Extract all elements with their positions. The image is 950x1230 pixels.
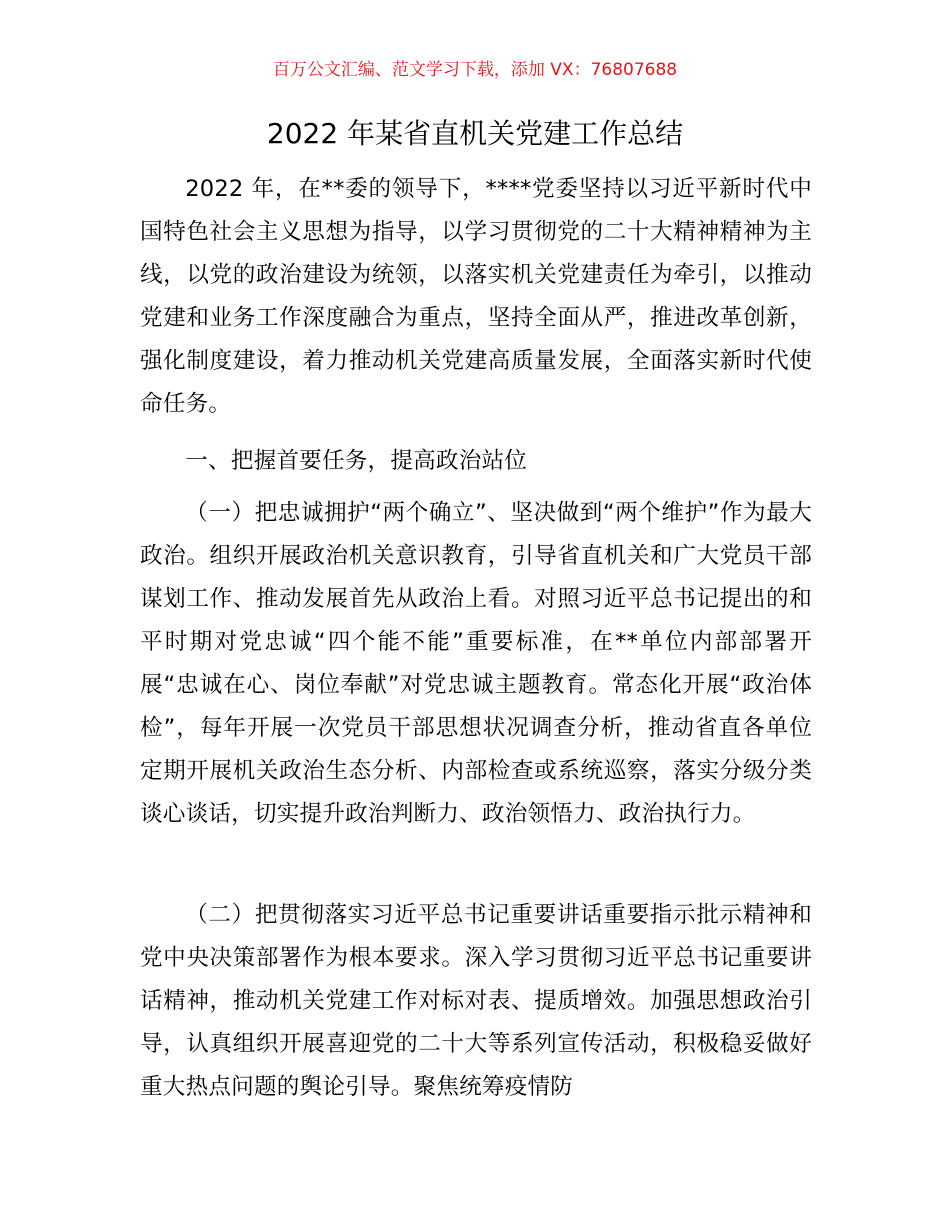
- page-title: 2022 年某省直机关党建工作总结: [266, 117, 684, 150]
- section-heading: 一、把握首要任务，提高政治站位: [185, 448, 528, 474]
- intro-paragraph: 2022 年，在**委的领导下，****党委坚持以习近平新时代中国特色社会主义思想为指导，以学习贯彻党的二十大精神精神为主线，以党的政治建设为统领，以落实机关党建责任为牵引，以推动党建和业务工作深度融合为重点，坚持全面从严，推进改革创新，强化制度建设，着力推动机关党建高质量发展，全面落实新时代使命任务。: [140, 176, 812, 417]
- item-1-paragraph: （一）把忠诚拥护“两个确立”、坚决做到“两个维护”作为最大政治。组织开展政治机关意识教育，引导省直机关和广大党员干部谋划工作、推动发展首先从政治上看。对照习近平总书记提出的和平时期对党忠诚“四个能不能”重要标准，在**单位内部部署开展“忠诚在心、岗位奉献”对党忠诚主题教育。常态化开展“政治体检”，每年开展一次党员干部思想状况调查分析，推动省直各单位定期开展机关政治生态分析、内部检查或系统巡察，落实分级分类谈心谈话，切实提升政治判断力、政治领悟力、政治执行力。: [140, 500, 812, 827]
- download-note: 百万公文汇编、范文学习下载，添加 VX：76807688: [272, 60, 678, 80]
- item-2-paragraph: （二）把贯彻落实习近平总书记重要讲话重要指示批示精神和党中央决策部署作为根本要求。深入学习贯彻习近平总书记重要讲话精神，推动机关党建工作对标对表、提质增效。加强思想政治引导，认真组织开展喜迎党的二十大等系列宣传活动，积极稳妥做好重大热点问题的舆论引导。聚焦统筹疫情防: [140, 902, 812, 1100]
